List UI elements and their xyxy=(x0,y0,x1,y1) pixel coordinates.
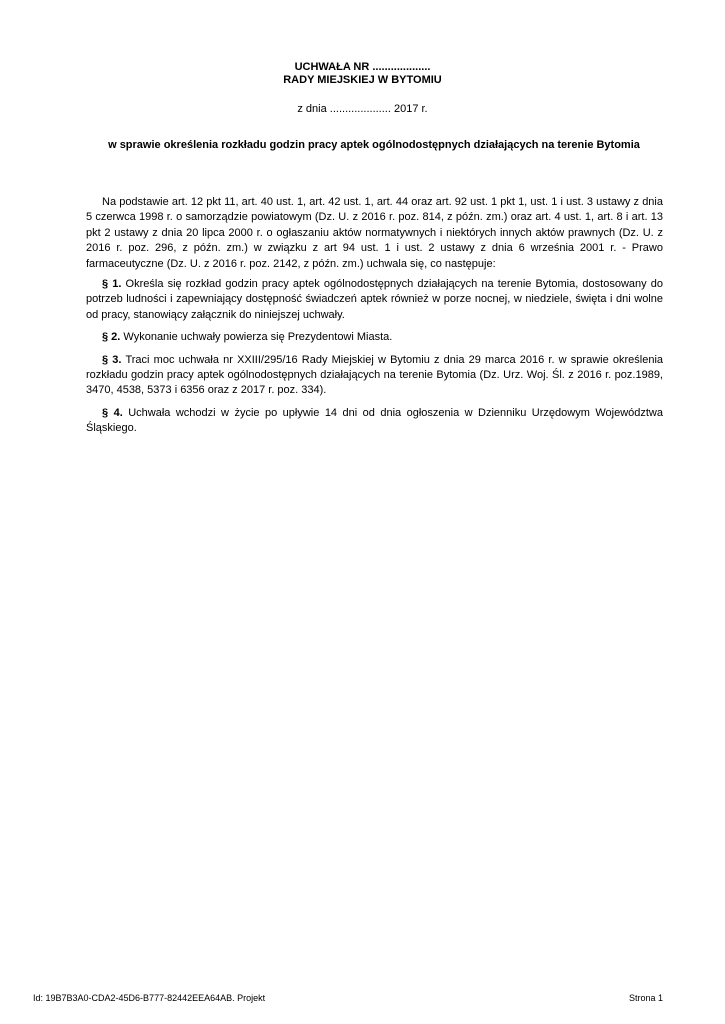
resolution-body xyxy=(86,195,663,444)
council-name-title: RADY MIEJSKIEJ W BYTOMIU xyxy=(283,74,442,86)
paragraph-text: Określa się rozkład godzin pracy aptek ogólnodostępnych działających na terenie Bytomia, dostosowany do potrzeb ludności i zapewniający dostępność świadczeń aptek również w porze nocnej, w niedziele, święta i dni wolne od pracy, stanowiący załącznik do niniejszej uchwały. xyxy=(86,278,663,321)
document-id-footer: Id: 19B7B3A0-CDA2-45D6-B777-82442EEA64AB. Projekt xyxy=(33,993,266,1003)
legal-basis-paragraph: Na podstawie art. 12 pkt 11, art. 40 ust. 1, art. 42 ust. 1, art. 44 oraz art. 92 ust. 1 pkt 1, ust. 1 i ust. 3 ustawy z dnia 5 czerwca 1998 r. o samorządzie powiatowym (Dz. U. z 2016 r. poz. 814, z późn. zm.) oraz art. 4 ust. 1, art. 8 i art. 13 pkt 2 ustawy z dnia 20 lipca 2000 r. o ogłaszaniu aktów normatywnych i niektórych innych aktów prawnych (Dz. U. z 2016 r. poz. 296, z późn. zm.) w związku z art 94 ust. 1 i ust. 2 ustawy z dnia 6 września 2001 r. - Prawo farmaceutyczne (Dz. U. z 2016 r. poz. 2142, z późn. zm.) uchwala się, co następuje: xyxy=(86,196,663,270)
paragraph-mark: § 2. xyxy=(102,331,121,344)
resolution-subject: w sprawie określenia rozkładu godzin pracy aptek ogólnodostępnych działających na terenie Bytomia xyxy=(108,139,640,151)
paragraph-mark: § 4. xyxy=(102,406,123,419)
paragraph-1 xyxy=(86,277,663,323)
paragraph-text: Uchwała wchodzi w życie po upływie 14 dni od dnia ogłoszenia w Dzienniku Urzędowym Województwa Śląskiego. xyxy=(86,406,663,435)
paragraph-text: Traci moc uchwała nr XXIII/295/16 Rady Miejskiej w Bytomiu z dnia 29 marca 2016 r. w sprawie określenia rozkładu godzin pracy aptek ogólnodostępnych działających na terenie Bytomia (Dz. Urz. Woj. Śl. z 2016 r. poz.1989, 3470, 4538, 5373 i 6356 oraz z 2017 r. poz. 334). xyxy=(86,353,664,397)
paragraph-mark: § 3. xyxy=(102,353,122,366)
paragraph-3 xyxy=(86,353,663,399)
resolution-number-title: UCHWAŁA NR ................... xyxy=(294,61,431,73)
paragraph-4 xyxy=(86,406,663,437)
paragraph-mark: § 1. xyxy=(102,278,122,291)
paragraph-text: Wykonanie uchwały powierza się Prezydentowi Miasta. xyxy=(123,331,393,344)
paragraph-2 xyxy=(86,330,663,345)
resolution-date: z dnia .................... 2017 r. xyxy=(297,103,428,115)
page-number-footer: Strona 1 xyxy=(628,993,663,1003)
